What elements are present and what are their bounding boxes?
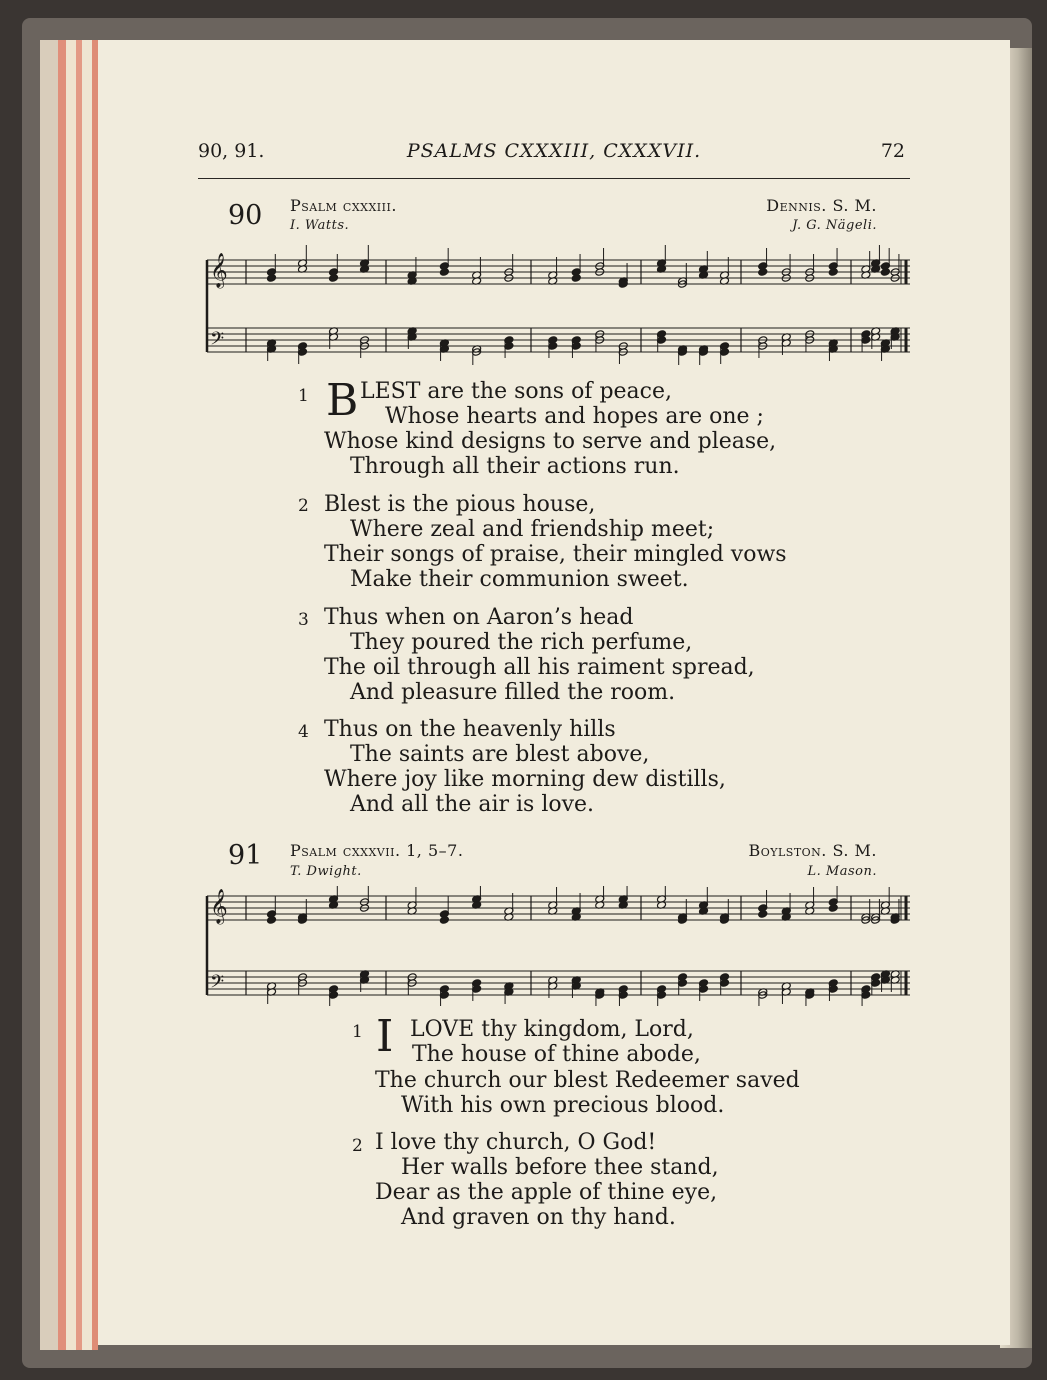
treble-clef: 𝄞 — [210, 889, 228, 924]
text-author: T. Dwight. — [290, 864, 362, 879]
header-rule — [198, 178, 910, 179]
hymnal-page — [98, 40, 1010, 1345]
tune-name: Boylston. S. M. — [748, 841, 877, 860]
verse-line: I love thy church, O God! — [375, 1130, 657, 1155]
verse-line: Her walls before thee stand, — [401, 1155, 719, 1180]
verse-line: Whose kind designs to serve and please, — [324, 429, 777, 454]
page-edge — [40, 40, 58, 1350]
note-head — [828, 904, 838, 913]
verse-line: Their songs of praise, their mingled vows — [324, 542, 787, 567]
stanza — [375, 1068, 800, 1118]
page-edge — [66, 40, 76, 1350]
stanza-number: 2 — [298, 496, 309, 516]
verse-line: Thus on the heavenly hills — [324, 717, 616, 742]
verse-line: And graven on thy hand. — [401, 1205, 676, 1230]
page-edge — [82, 40, 92, 1350]
verse-line: Make their communion sweet. — [350, 567, 689, 592]
stanza — [324, 605, 755, 705]
stanza — [360, 379, 764, 429]
psalm-reference: Psalm cxxxiii. — [290, 196, 397, 215]
verse-line: Thus when on Aaron’s head — [324, 605, 634, 630]
note-head — [267, 274, 277, 283]
verse-line: Through all their actions run. — [350, 454, 680, 479]
verse-line: Whose hearts and hopes are one ; — [385, 404, 764, 429]
verse-line: And all the air is love. — [350, 792, 595, 817]
stanza-number: 1 — [352, 1022, 363, 1042]
treble-clef: 𝄞 — [210, 253, 228, 288]
music-score-90 — [201, 240, 916, 365]
stanza-number: 4 — [298, 722, 309, 742]
hymn-number: 90 — [228, 200, 263, 231]
stanza-number: 1 — [298, 386, 309, 406]
hymn-number: 91 — [228, 840, 263, 871]
verse-line: Where zeal and friendship meet; — [350, 517, 715, 542]
verse-line: The church our blest Redeemer saved — [375, 1068, 800, 1093]
note-head — [758, 268, 768, 277]
stanza — [324, 717, 726, 817]
page-edge-red — [58, 40, 66, 1350]
bass-clef: 𝄢 — [210, 329, 225, 354]
drop-cap: B — [326, 375, 359, 426]
tune-composer: L. Mason. — [807, 864, 877, 879]
page-number: 72 — [880, 140, 905, 162]
tune-name: Dennis. S. M. — [766, 196, 877, 215]
note-head — [880, 268, 890, 277]
stanza-number: 3 — [298, 610, 309, 630]
stanza — [324, 429, 776, 479]
drop-cap: I — [376, 1011, 394, 1062]
note-head — [329, 274, 339, 283]
tune-composer: J. G. Nägeli. — [792, 218, 877, 233]
note-head — [571, 274, 581, 283]
verse-line: The oil through all his raiment spread, — [324, 655, 755, 680]
verse-line: The house of thine abode, — [412, 1042, 701, 1067]
bass-clef: 𝄢 — [210, 972, 225, 997]
verse-line: They poured the rich perfume, — [350, 630, 693, 655]
stanza-number: 2 — [352, 1136, 363, 1156]
text-author: I. Watts. — [290, 218, 350, 233]
verse-line: The saints are blest above, — [350, 742, 650, 767]
verse-line: LOVE thy kingdom, Lord, — [410, 1017, 694, 1042]
verse-line: Where joy like morning dew distills, — [324, 767, 726, 792]
stanza — [324, 492, 787, 592]
stanza — [410, 1017, 701, 1067]
verse-line: Blest is the pious house, — [324, 492, 596, 517]
psalm-reference: Psalm cxxxvii. 1, 5–7. — [290, 841, 464, 860]
stanza — [375, 1130, 719, 1230]
note-head — [267, 916, 277, 925]
note-head — [828, 268, 838, 277]
hymn-range: 90, 91. — [198, 140, 265, 162]
note-head — [439, 916, 449, 925]
verse-line: With his own precious blood. — [401, 1093, 725, 1118]
music-score-91 — [201, 886, 916, 1006]
verse-line: Dear as the apple of thine eye, — [375, 1180, 718, 1205]
running-title: PSALMS CXXXIII, CXXXVII. — [406, 140, 702, 162]
verse-line: LEST are the sons of peace, — [360, 379, 672, 404]
note-head — [439, 268, 449, 277]
verse-line: And pleasure filled the room. — [350, 680, 676, 705]
note-head — [758, 910, 768, 919]
